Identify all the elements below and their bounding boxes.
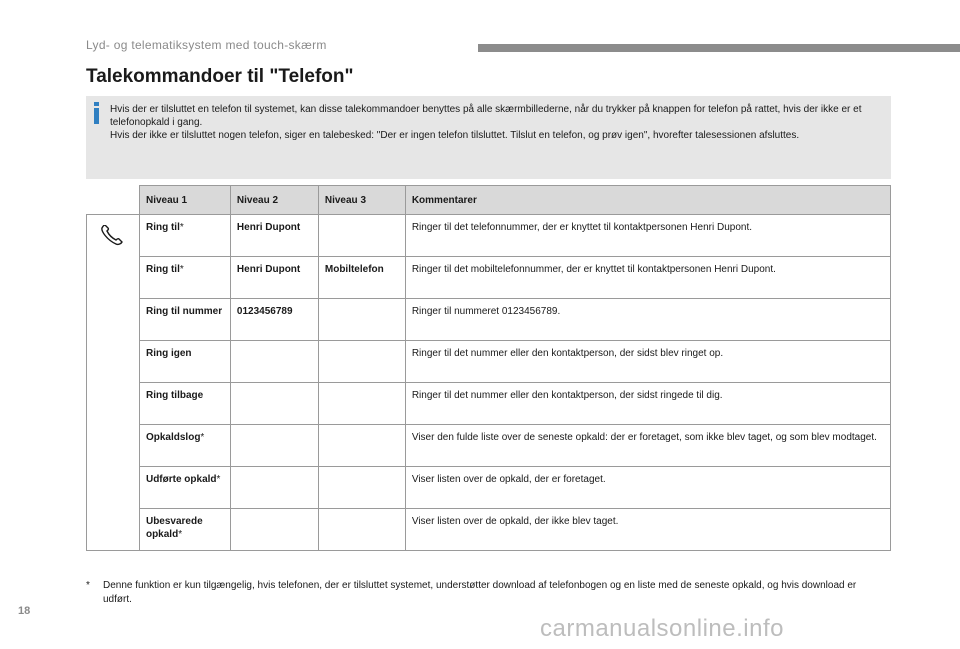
cell-text: Udførte opkald bbox=[145, 474, 217, 485]
info-text bbox=[110, 103, 882, 142]
cell-niveau-1 bbox=[139, 341, 230, 383]
footnote-star: * bbox=[86, 580, 90, 591]
cell-comment: Ringer til det nummer eller den kontaktperson, der sidst blev ringet op. bbox=[405, 341, 890, 383]
watermark: carmanualsonline.info bbox=[540, 615, 784, 642]
cell-niveau-3: Mobiltelefon bbox=[318, 257, 405, 299]
footnote-mark: * bbox=[200, 432, 205, 443]
table-header-niveau-1: Niveau 1 bbox=[139, 186, 230, 215]
cell-niveau-1 bbox=[139, 509, 230, 551]
cell-niveau-2 bbox=[230, 341, 318, 383]
cell-niveau-1 bbox=[139, 467, 230, 509]
footnote bbox=[86, 579, 886, 607]
table-header-kommentarer: Kommentarer bbox=[405, 186, 890, 215]
table-row bbox=[87, 467, 891, 509]
cell-text: Opkaldslog bbox=[145, 432, 201, 443]
info-paragraph-1: Hvis der er tilsluttet en telefon til systemet, kan disse talekommandoer benyttes på alle skærmbillederne, når du trykker på knappen for telefon på rattet, hvis der ikke er et telefonopkald i gang. bbox=[110, 104, 862, 128]
cell-text: Ring til bbox=[145, 264, 180, 275]
cell-comment: Ringer til det mobiltelefonnummer, der er knyttet til kontaktpersonen Henri Dupont. bbox=[405, 257, 890, 299]
table-header-niveau-2: Niveau 2 bbox=[230, 186, 318, 215]
header-bar bbox=[478, 44, 960, 52]
cell-comment: Viser listen over de opkald, der ikke blev taget. bbox=[405, 509, 890, 551]
title-main: Talekommandoer til bbox=[86, 66, 270, 87]
cell-comment: Ringer til nummeret 0123456789. bbox=[405, 299, 890, 341]
title-quoted: "Telefon" bbox=[269, 66, 354, 87]
voice-command-table bbox=[86, 185, 891, 551]
cell-niveau-2: 0123456789 bbox=[230, 299, 318, 341]
cell-niveau-2 bbox=[230, 383, 318, 425]
footnote-mark: * bbox=[179, 264, 184, 275]
cell-text: Ring tilbage bbox=[145, 390, 204, 401]
cell-niveau-3 bbox=[318, 383, 405, 425]
cell-niveau-1 bbox=[139, 299, 230, 341]
cell-comment: Ringer til det nummer eller den kontaktperson, der sidst ringede til dig. bbox=[405, 383, 890, 425]
cell-text: Ubesvarede opkald bbox=[145, 516, 203, 540]
cell-niveau-1 bbox=[139, 425, 230, 467]
cell-niveau-3 bbox=[318, 467, 405, 509]
info-paragraph-2: Hvis der ikke er tilsluttet nogen telefon, siger en talebesked: "Der er ingen telefon tilsluttet. Tilslut en telefon, og prøv igen", hvorefter talesessionen afsluttes. bbox=[110, 130, 800, 141]
phone-icon bbox=[99, 225, 127, 247]
table-header-niveau-3: Niveau 3 bbox=[318, 186, 405, 215]
table-row bbox=[87, 299, 891, 341]
page-title bbox=[86, 66, 354, 88]
cell-niveau-2: Henri Dupont bbox=[230, 215, 318, 257]
cell-niveau-1 bbox=[139, 257, 230, 299]
table-row bbox=[87, 215, 891, 257]
cell-niveau-2 bbox=[230, 425, 318, 467]
footnote-mark: * bbox=[179, 222, 184, 233]
table-row bbox=[87, 341, 891, 383]
cell-text: Ring igen bbox=[145, 348, 192, 359]
cell-niveau-3 bbox=[318, 299, 405, 341]
info-box bbox=[86, 96, 891, 179]
table-row bbox=[87, 383, 891, 425]
cell-niveau-3 bbox=[318, 509, 405, 551]
cell-comment: Viser den fulde liste over de seneste opkald: der er foretaget, som ikke blev taget, og som blev modtaget. bbox=[405, 425, 890, 467]
table-header-blank bbox=[87, 186, 140, 215]
cell-niveau-2 bbox=[230, 467, 318, 509]
cell-text: Ring til bbox=[145, 222, 180, 233]
cell-comment: Viser listen over de opkald, der er foretaget. bbox=[405, 467, 890, 509]
cell-niveau-1 bbox=[139, 383, 230, 425]
footnote-text: Denne funktion er kun tilgængelig, hvis telefonen, der er tilsluttet systemet, understøtter download af telefonbogen og en liste med de seneste opkald, og hvis download er udført. bbox=[103, 580, 857, 605]
cell-niveau-2 bbox=[230, 509, 318, 551]
table-header-row bbox=[87, 186, 891, 215]
page-number: 18 bbox=[18, 605, 31, 617]
cell-text: Ring til nummer bbox=[145, 306, 223, 317]
cell-niveau-3 bbox=[318, 425, 405, 467]
phone-icon-cell bbox=[87, 215, 140, 551]
footnote-mark: * bbox=[178, 529, 183, 540]
cell-niveau-3 bbox=[318, 341, 405, 383]
cell-comment: Ringer til det telefonnummer, der er knyttet til kontaktpersonen Henri Dupont. bbox=[405, 215, 890, 257]
table-row bbox=[87, 257, 891, 299]
cell-niveau-2: Henri Dupont bbox=[230, 257, 318, 299]
table-row bbox=[87, 425, 891, 467]
info-icon bbox=[92, 102, 101, 124]
section-header: Lyd- og telematiksystem med touch-skærm bbox=[86, 38, 327, 52]
cell-niveau-3 bbox=[318, 215, 405, 257]
footnote-mark: * bbox=[216, 474, 221, 485]
table-row bbox=[87, 509, 891, 551]
cell-niveau-1 bbox=[139, 215, 230, 257]
